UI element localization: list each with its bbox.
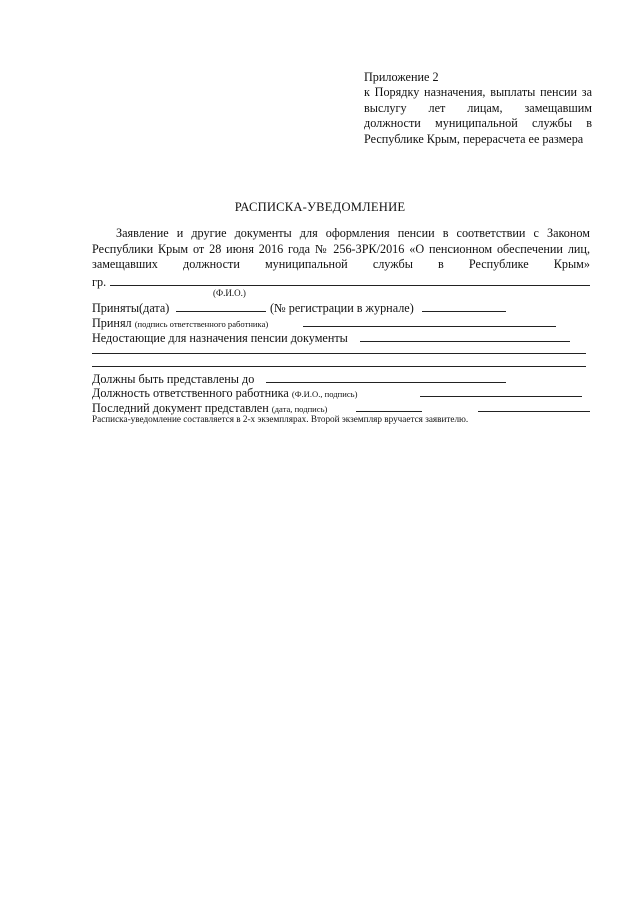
accepted-label: Приняты(дата) [92,301,170,315]
due-date-field[interactable] [266,382,506,383]
registration-number-field[interactable] [422,311,506,312]
intro-paragraph: Заявление и другие документы для оформления пенсии в соответствии с Законом Республики Крым от 28 июня 2016 года № 256-ЗРК/2016 «О пенсионном обеспечении лиц, замещавших должности муниципальной службы в Республике Крым» [92,226,590,272]
footnote: Расписка-уведомление составляется в 2-х экземплярах. Второй экземпляр вручается заявителю. [92,414,469,424]
appendix-number: Приложение 2 [364,70,439,84]
last-doc-date-field[interactable] [356,411,422,412]
due-label: Должны быть представлены до [92,372,255,386]
citizen-prefix: гр. [92,275,107,289]
missing-docs-field-1[interactable] [360,341,570,342]
received-caption: (подпись ответственного работника) [134,319,269,329]
last-doc-caption: (дата, подпись) [271,404,328,414]
missing-docs-field-2[interactable] [92,353,586,354]
fio-caption: (Ф.И.О.) [213,288,246,298]
received-row [92,316,268,331]
position-caption: (Ф.И.О., подпись) [291,389,358,399]
position-field[interactable] [420,396,582,397]
position-row [92,386,357,401]
last-doc-signature-field[interactable] [478,411,590,412]
position-label: Должность ответственного работника [92,386,289,400]
missing-docs-label: Недостающие для назначения пенсии документы [92,331,348,345]
appendix-text: к Порядку назначения, выплаты пенсии за выслугу лет лицам, замещавшим должности муниципальной службы в Республике Крым, перерасчета ее размера [364,85,592,146]
received-signature-field[interactable] [303,326,556,327]
accepted-date-field[interactable] [176,311,266,312]
missing-docs-field-3[interactable] [92,366,586,367]
citizen-name-field[interactable] [110,285,590,286]
received-label: Принял [92,316,132,330]
last-doc-label: Последний документ представлен [92,401,269,415]
registration-label: (№ регистрации в журнале) [270,301,414,315]
appendix-block [364,70,592,147]
document-title: РАСПИСКА-УВЕДОМЛЕНИЕ [234,200,406,214]
